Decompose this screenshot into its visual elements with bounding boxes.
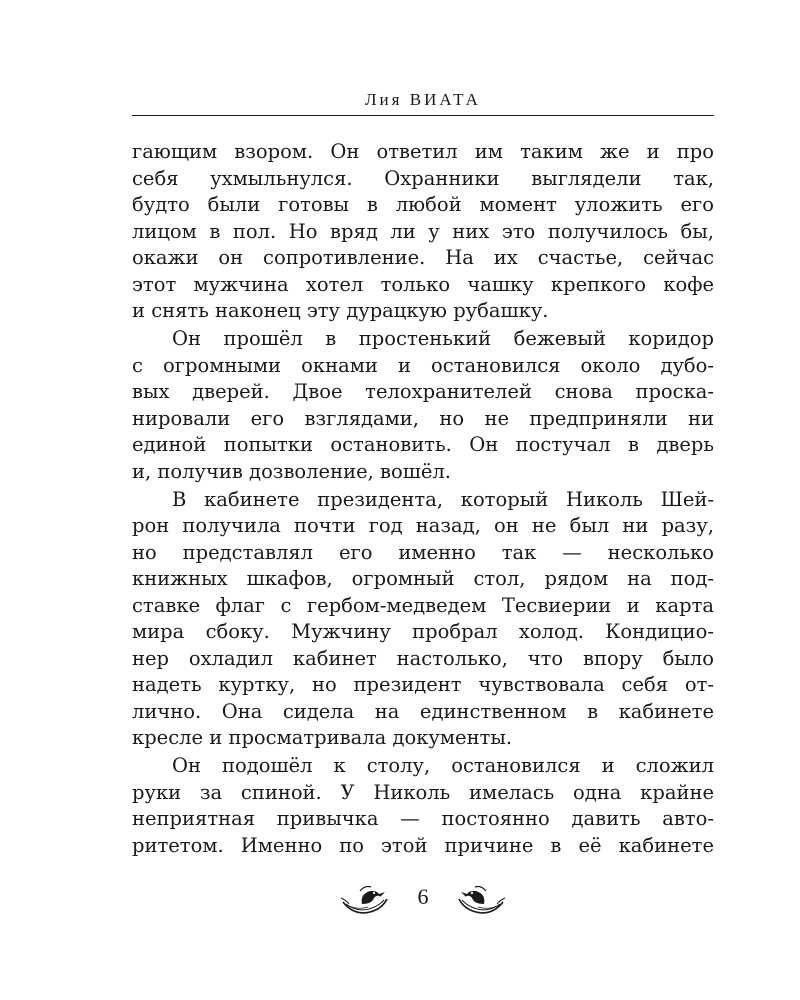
text-line: надеть куртку, но президент чувствовала себя от- (132, 673, 714, 696)
running-head: Лия ВИАТА (365, 90, 481, 109)
text-line: ставке флаг с гербом-медведем Тесвиерии и карта (132, 593, 714, 617)
text-line: руки за спиной. У Николь имелась одна крайне (132, 780, 714, 804)
text-line: нировали его взглядами, но не предприняли ни (132, 406, 714, 430)
paragraph-first-line: В кабинете президента, который Николь Шей- (172, 487, 714, 511)
text-line: и снять наконец эту дурацкую рубашку. (132, 299, 549, 322)
paragraph-first-line: Он подошёл к столу, остановился и сложил (172, 754, 714, 777)
text-line: себя ухмыльнулся. Охранники выглядели так, (132, 166, 714, 190)
text-line: рон получила почти год назад, он не был ни разу, (132, 514, 714, 537)
text-line: неприятная привычка — постоянно давить авто- (132, 807, 714, 830)
text-line: нер охладил кабинет настолько, что впору было (132, 646, 714, 670)
paragraph-first-line: Он прошёл в простенький бежевый коридор (172, 327, 714, 350)
text-line: единой попытки остановить. Он постучал в дверь (132, 433, 714, 456)
text-line: окажи он сопротивление. На их счастье, сейчас (132, 246, 714, 269)
text-line: и, получив дозволение, вошёл. (132, 459, 451, 483)
text-line: ритетом. Именно по этой причине в её кабинете (132, 833, 714, 857)
text-line: но представлял его именно так — несколько (132, 540, 714, 564)
text-line: вых дверей. Двое телохранителей снова проска- (132, 380, 714, 403)
text-line: книжных шкафов, огромный стол, рядом на под- (132, 567, 714, 590)
text-line: гающим взором. Он ответил им таким же и про (132, 140, 714, 163)
text-line: с огромными окнами и остановился около дубо- (132, 353, 714, 377)
text-line: будто были готовы в любой момент уложить его (132, 193, 714, 216)
text-line: лицом в пол. Но вряд ли у них это получилось бы, (132, 219, 714, 243)
text-line: кресле и просматривала документы. (132, 726, 513, 749)
bird-ornament-right-icon (456, 882, 506, 918)
text-line: этот мужчина хотел только чашку крепкого кофе (132, 272, 714, 296)
page-number: 6 (417, 884, 429, 909)
page-footer (340, 880, 506, 920)
text-line: мира сбоку. Мужчину пробрал холод. Кондицио- (132, 620, 714, 643)
text-line: лично. Она сидела на единственном в кабинете (132, 699, 714, 723)
header-rule (132, 115, 714, 116)
